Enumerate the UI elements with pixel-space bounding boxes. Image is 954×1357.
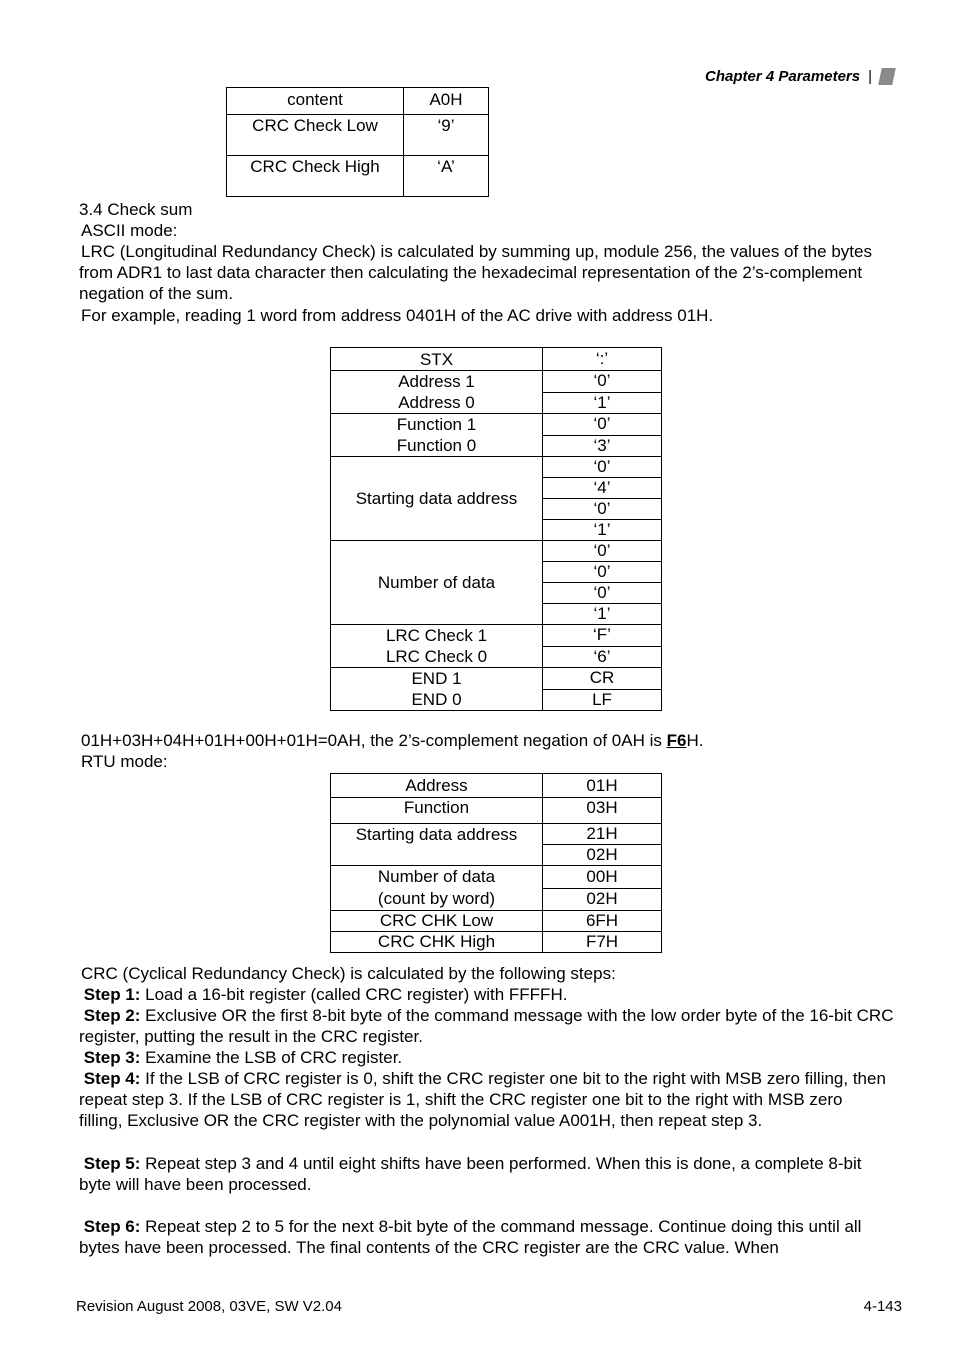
cell-line: END 1 — [411, 669, 462, 688]
step-label: Step 6: — [83, 1217, 141, 1236]
table-cell: ‘A’ — [404, 156, 489, 197]
table-row — [227, 156, 489, 197]
table-cell: ‘0’ — [543, 562, 662, 583]
table-cell: Starting data address — [331, 457, 543, 541]
ascii-mode-label: ASCII mode: — [81, 221, 178, 240]
cell-line: LRC Check 0 — [385, 647, 488, 666]
table-cell: ‘0’ — [543, 499, 662, 520]
table-cell — [331, 866, 543, 911]
cell-line: Address 0 — [398, 393, 475, 412]
table-row — [331, 625, 662, 647]
chapter-title: Chapter 4 Parameters — [705, 68, 861, 85]
footer-page-number: 4-143 — [863, 1298, 902, 1315]
step-5 — [79, 1153, 894, 1195]
table-cell: 03H — [543, 798, 662, 824]
table-cell: ‘0’ — [543, 541, 662, 562]
step-text: If the LSB of CRC register is 0, shift the CRC register one bit to the right with MSB zero filling, then repeat step 3. If the LSB of CRC register is 1, shift the CRC register one bit to the right with MSB zero filling, Exclusive OR the CRC register with the polynomial value A001H, then repeat step 3. — [79, 1069, 886, 1130]
step-text: Repeat step 2 to 5 for the next 8-bit byte of the command message. Continue doing this until all bytes have been processed. The final contents of the CRC register are the CRC value. When — [79, 1217, 862, 1257]
top-table — [226, 87, 489, 197]
table-row — [331, 911, 662, 932]
table-cell — [331, 371, 543, 414]
table-cell: ‘0’ — [543, 371, 662, 393]
step-6 — [79, 1216, 903, 1258]
cell-line: (count by word) — [377, 889, 496, 908]
table-cell: 21H — [543, 824, 662, 845]
cell-line: END 0 — [411, 690, 462, 709]
table-cell: 02H — [543, 845, 662, 866]
example-line: For example, reading 1 word from address 0401H of the AC drive with address 01H. — [81, 306, 714, 325]
table-cell: F7H — [543, 932, 662, 953]
step-2 — [79, 1005, 901, 1047]
table-row — [331, 457, 662, 478]
brand-logo — [878, 68, 896, 85]
cell-line: Function 0 — [396, 436, 477, 455]
section-heading: 3.4 Check sum — [79, 200, 193, 219]
table-cell: ‘0’ — [543, 457, 662, 478]
table-cell — [331, 668, 543, 711]
table-cell: Function — [331, 798, 543, 824]
table-cell: 00H — [543, 866, 662, 889]
table-row — [331, 798, 662, 824]
table-cell: LF — [543, 689, 662, 711]
table-row — [227, 115, 489, 156]
table-cell: ‘0’ — [543, 414, 662, 436]
step-4 — [79, 1068, 889, 1131]
sum-prefix: 01H+03H+04H+01H+00H+01H=0AH, the 2’s-complement negation of 0AH is — [81, 731, 667, 750]
sum-emphasis: F6 — [666, 731, 687, 750]
step-text: Exclusive OR the first 8-bit byte of the command message with the low order byte of the 16-bit CRC register, putting the result in the CRC register. — [79, 1006, 894, 1046]
table-cell: Starting data address — [331, 824, 543, 866]
cell-line: LRC Check 1 — [385, 626, 488, 645]
table-cell: ‘:’ — [543, 348, 662, 371]
footer-revision: Revision August 2008, 03VE, SW V2.04 — [76, 1298, 342, 1315]
cell-line: Number of data — [377, 867, 496, 886]
table-row — [331, 774, 662, 798]
step-label: Step 3: — [83, 1048, 141, 1067]
step-label: Step 1: — [83, 985, 141, 1004]
table-row — [331, 824, 662, 845]
table-row — [331, 541, 662, 562]
step-3 — [79, 1047, 901, 1068]
sum-line — [81, 730, 703, 751]
table-cell: ‘4’ — [543, 478, 662, 499]
table-cell: CRC CHK High — [331, 932, 543, 953]
table-cell: A0H — [404, 88, 489, 115]
cell-line: Address 1 — [398, 372, 475, 391]
step-text: Repeat step 3 and 4 until eight shifts have been performed. When this is done, a complete 8-bit byte will have been processed. — [79, 1154, 862, 1194]
rtu-mode-label: RTU mode: — [81, 752, 168, 771]
lrc-paragraph: LRC (Longitudinal Redundancy Check) is calculated by summing up, module 256, the values of the bytes from ADR1 to last data character then calculating the hexadecimal representation of the 2’s-complement negation of the sum. — [79, 242, 872, 303]
table-row — [331, 348, 662, 371]
ascii-frame-table — [330, 347, 662, 711]
header-separator: | — [868, 68, 872, 85]
step-label: Step 2: — [83, 1006, 141, 1025]
table-cell: STX — [331, 348, 543, 371]
table-cell: 01H — [543, 774, 662, 798]
table-cell: Address — [331, 774, 543, 798]
sum-suffix: H. — [686, 731, 704, 750]
table-cell: ‘1’ — [543, 392, 662, 414]
table-cell: CRC Check High — [227, 156, 404, 197]
step-text: Examine the LSB of CRC register. — [140, 1048, 403, 1067]
table-row — [227, 88, 489, 115]
crc-intro: CRC (Cyclical Redundancy Check) is calculated by the following steps: — [81, 964, 616, 983]
table-cell: ‘6’ — [543, 646, 662, 668]
table-row — [331, 932, 662, 953]
table-cell: ‘3’ — [543, 435, 662, 457]
table-cell: ‘1’ — [543, 520, 662, 541]
step-text: Load a 16-bit register (called CRC register) with FFFFH. — [140, 985, 568, 1004]
table-cell: content — [227, 88, 404, 115]
table-cell: 6FH — [543, 911, 662, 932]
table-row — [331, 414, 662, 436]
page-header — [705, 68, 894, 85]
table-cell: ‘F’ — [543, 625, 662, 647]
cell-line: Function 1 — [396, 415, 477, 434]
table-cell: ‘9’ — [404, 115, 489, 156]
step-1 — [79, 984, 901, 1005]
table-cell: ‘0’ — [543, 583, 662, 604]
table-cell: CR — [543, 668, 662, 690]
table-row — [331, 371, 662, 393]
table-cell: ‘1’ — [543, 604, 662, 625]
step-label: Step 4: — [83, 1069, 141, 1088]
table-cell — [331, 625, 543, 668]
table-row — [331, 668, 662, 690]
table-cell: CRC CHK Low — [331, 911, 543, 932]
table-cell: Number of data — [331, 541, 543, 625]
table-cell: CRC Check Low — [227, 115, 404, 156]
table-cell: 02H — [543, 888, 662, 911]
table-row — [331, 866, 662, 889]
table-cell — [331, 414, 543, 457]
rtu-frame-table — [330, 773, 662, 953]
step-label: Step 5: — [83, 1154, 141, 1173]
